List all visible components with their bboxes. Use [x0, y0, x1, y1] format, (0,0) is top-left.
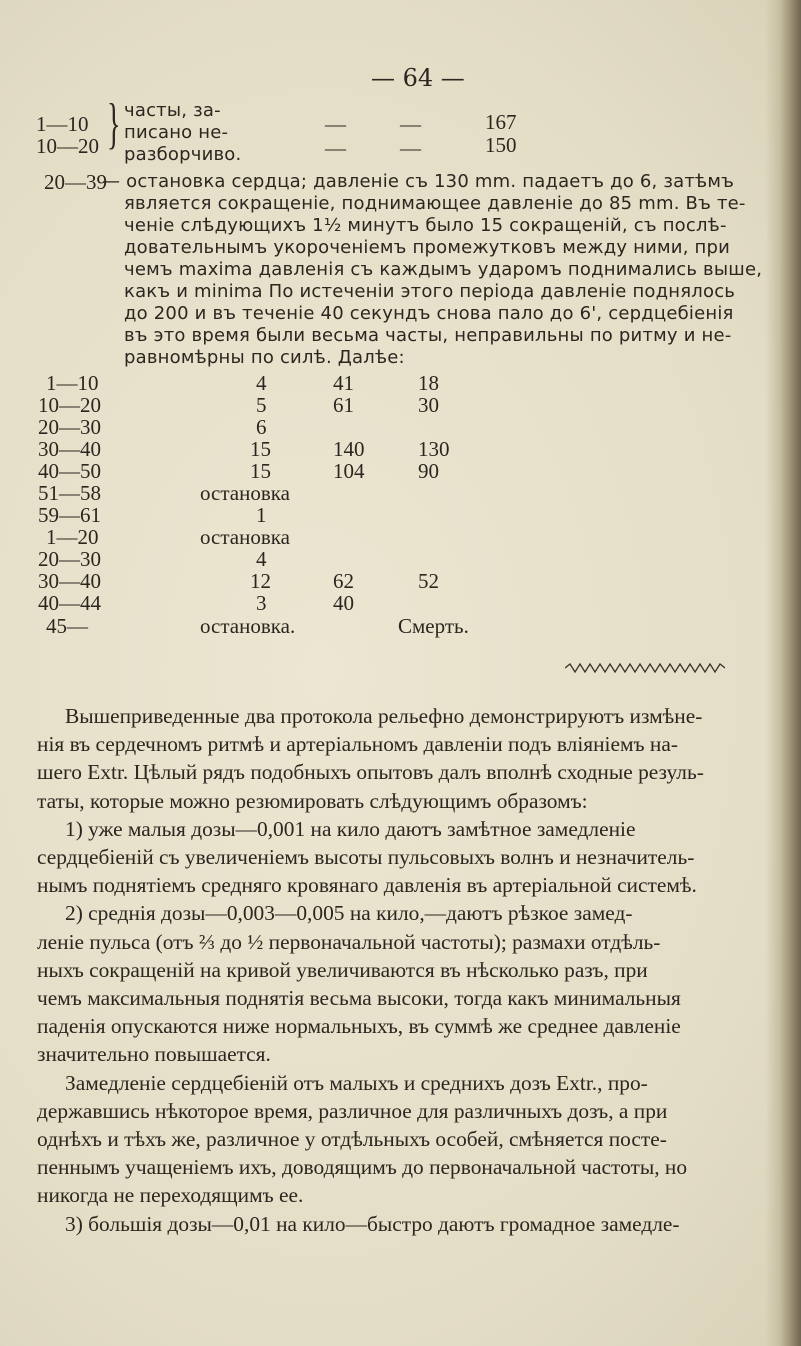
entry-line: какъ и minima По истеченіи этого періода давленіе поднялось — [124, 281, 736, 302]
table-cell-b: 104 — [333, 459, 365, 483]
table-cell-a: 15 — [250, 437, 271, 461]
header-range-1: 1—10 — [36, 112, 89, 136]
entry-line: — остановка сердца; давленіе съ 130 mm. падаетъ до 6, затѣмъ — [102, 171, 735, 192]
table-cell-b: 61 — [333, 393, 354, 417]
header-dash: — — [400, 112, 421, 136]
entry-line: чемъ maxima давленія съ каждымъ ударомъ поднимались выше, — [124, 259, 763, 280]
entry-line: до 200 и въ теченіе 40 секундъ снова пало до 6', сердцебіенія — [124, 303, 734, 324]
table-cell-range: 1—20 — [46, 525, 99, 549]
body-line: никогда не переходящимъ ее. — [37, 1183, 304, 1208]
table-cell-range: 40—44 — [38, 591, 101, 615]
table-cell-c: Смерть. — [398, 614, 469, 638]
header-note-line-2: писано не- — [124, 122, 229, 143]
entry-line: является сокращеніе, поднимающее давленіе до 85 mm. Въ те- — [124, 193, 746, 214]
body-line: чемъ максимальныя поднятія весьма высоки, тогда какъ минимальныя — [37, 986, 681, 1010]
body-line: леніе пульса (отъ ⅔ до ½ первоначальной частоты); размахи отдѣль- — [37, 929, 661, 954]
header-dash: — — [400, 136, 421, 160]
body-line: однѣхъ и тѣхъ же, различное у отдѣльныхъ особей, смѣняется посте- — [37, 1127, 667, 1151]
header-range-2: 10—20 — [36, 134, 99, 158]
body-line: нымъ поднятіемъ средняго кровянаго давленія въ артеріальной системѣ. — [37, 873, 697, 898]
table-cell-c: 30 — [418, 393, 439, 417]
table-cell-a: остановка — [200, 525, 290, 549]
body-line: пеннымъ учащеніемъ ихъ, доводящимъ до первоначальной частоты, но — [37, 1155, 688, 1180]
table-cell-range: 45— — [46, 614, 88, 638]
entry-line: довательнымъ укороченіемъ промежутковъ между ними, при — [124, 237, 731, 258]
page-number: — 64 — — [371, 64, 465, 92]
table-cell-range: 59—61 — [38, 503, 101, 527]
section-divider-ornament — [565, 662, 725, 674]
table-cell-a: 6 — [256, 415, 267, 439]
header-dash: — — [325, 112, 346, 136]
body-line: державшись нѣкоторое время, различное для различныхъ дозъ, а при — [37, 1098, 668, 1123]
body-line: значительно повышается. — [37, 1042, 271, 1067]
header-note-line-1: часты, за- — [124, 100, 221, 121]
table-cell-a: 5 — [256, 393, 267, 417]
body-line: паденія опускаются ниже нормальныхъ, въ суммѣ же среднее давленіе — [37, 1014, 681, 1039]
table-cell-c: 18 — [418, 371, 439, 395]
table-cell-c: 52 — [418, 569, 439, 593]
header-dash: — — [325, 136, 346, 160]
table-cell-a: 4 — [256, 371, 267, 395]
table-cell-range: 1—10 — [46, 371, 99, 395]
table-cell-b: 62 — [333, 569, 354, 593]
table-cell-range: 30—40 — [38, 437, 101, 461]
table-cell-b: 140 — [333, 437, 365, 461]
table-cell-a: 15 — [250, 459, 271, 483]
body-line: нія въ сердечномъ ритмѣ и артеріальномъ давленіи подъ вліяніемъ на- — [37, 732, 678, 757]
table-cell-a: остановка — [200, 481, 290, 505]
entry-line: ченіе слѣдующихъ 1½ минутъ было 15 сокращеній, съ послѣ- — [124, 215, 727, 236]
table-cell-a: 12 — [250, 569, 271, 593]
table-cell-b: 41 — [333, 371, 354, 395]
body-line: шего Extr. Цѣлый рядъ подобныхъ опытовъ далъ вполнѣ сходные резуль- — [37, 760, 704, 785]
body-line: сердцебіеній съ увеличеніемъ высоты пульсовыхъ волнъ и незначитель- — [37, 845, 695, 869]
table-cell-a: 4 — [256, 547, 267, 571]
body-line: ныхъ сокращеній на кривой увеличиваются въ нѣсколько разъ, при — [37, 957, 648, 982]
table-cell-range: 40—50 — [38, 459, 101, 483]
body-line: таты, которые можно резюмировать слѣдующимъ образомъ: — [37, 788, 588, 813]
table-cell-a: остановка. — [200, 614, 296, 638]
body-line: 1) уже малыя дозы—0,001 на кило даютъ замѣтное замедленіе — [65, 816, 636, 841]
header-note-line-3: разборчиво. — [124, 144, 242, 165]
entry-line: равномѣрны по силѣ. Далѣе: — [124, 347, 405, 368]
table-cell-c: 130 — [418, 437, 450, 461]
header-value: 150 — [485, 133, 517, 157]
table-cell-range: 10—20 — [38, 393, 101, 417]
table-cell-b: 40 — [333, 591, 354, 615]
body-line: Замедленіе сердцебіеній отъ малыхъ и среднихъ дозъ Extr., про- — [65, 1070, 648, 1095]
brace-mark: } — [107, 93, 121, 155]
table-cell-a: 3 — [256, 591, 267, 615]
table-cell-a: 1 — [256, 503, 267, 527]
table-cell-c: 90 — [418, 459, 439, 483]
entry-label: 20—39 — [44, 170, 107, 194]
table-cell-range: 20—30 — [38, 547, 101, 571]
table-cell-range: 30—40 — [38, 569, 101, 593]
entry-line: въ это время были весьма часты, неправильны по ритму и не- — [124, 325, 732, 346]
body-line: 3) большія дозы—0,01 на кило—быстро даютъ громадное замедле- — [65, 1211, 680, 1236]
body-line: 2) среднія дозы—0,003—0,005 на кило,—даютъ рѣзкое замед- — [65, 901, 633, 926]
header-value: 167 — [485, 110, 517, 134]
page-edge-shadow — [765, 0, 801, 1346]
body-line: Вышеприведенные два протокола рельефно демонстрируютъ измѣне- — [65, 704, 703, 728]
table-cell-range: 51—58 — [38, 481, 101, 505]
table-cell-range: 20—30 — [38, 415, 101, 439]
